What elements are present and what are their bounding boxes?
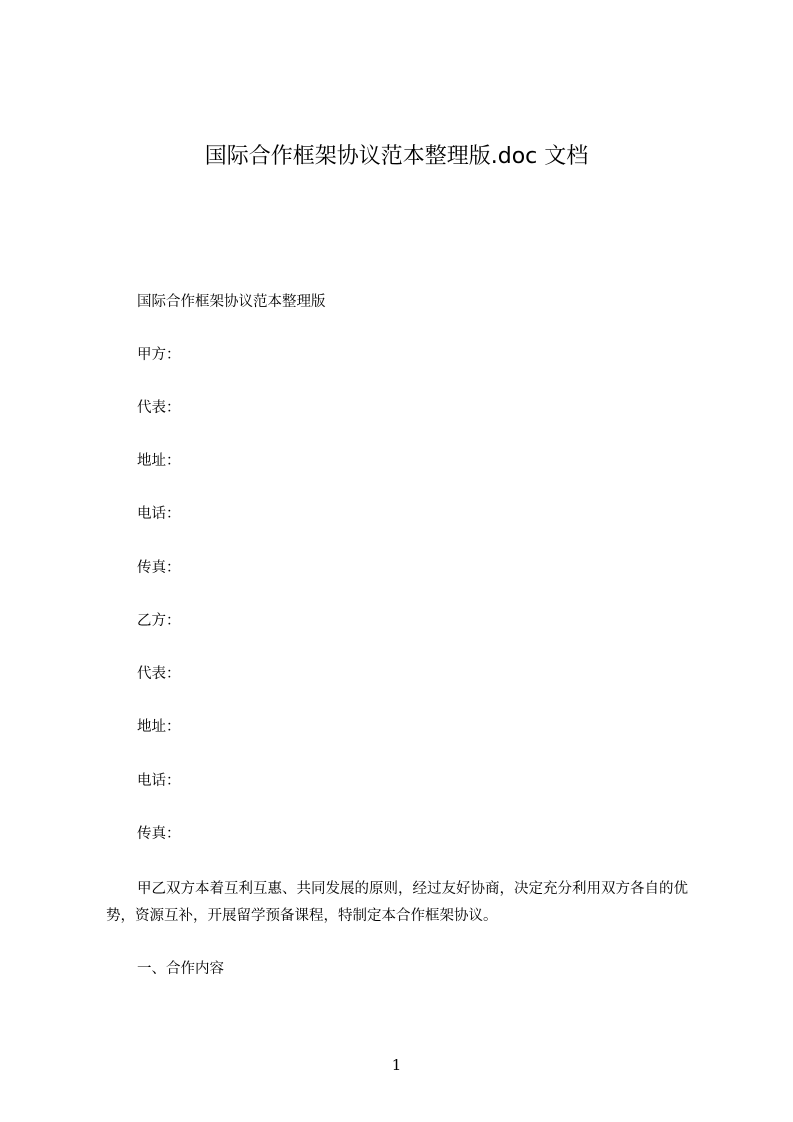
party-a-fax-label: 传真： — [137, 560, 181, 576]
intro-paragraph — [106, 876, 706, 930]
party-b-fax-label: 传真： — [137, 826, 181, 842]
party-b-address-label: 地址： — [137, 719, 181, 735]
party-b-label: 乙方： — [137, 613, 181, 629]
intro-paragraph-text: 甲乙双方本着互利互惠、共同发展的原则，经过友好协商，决定充分利用双方各自的优势，资源互补，开展留学预备课程，特制定本合作框架协议。 — [106, 881, 688, 924]
section-heading-cooperation-content: 一、合作内容 — [137, 961, 224, 977]
party-a-label: 甲方： — [137, 347, 181, 363]
agreement-subtitle: 国际合作框架协议范本整理版 — [137, 294, 326, 310]
party-a-representative-label: 代表： — [137, 400, 181, 416]
party-a-address-label: 地址： — [137, 453, 181, 469]
party-b-representative-label: 代表： — [137, 666, 181, 682]
page-number: 1 — [391, 1056, 402, 1074]
party-b-phone-label: 电话： — [137, 773, 181, 789]
party-a-phone-label: 电话： — [137, 506, 181, 522]
document-title: 国际合作框架协议范本整理版.doc 文档 — [204, 144, 589, 169]
